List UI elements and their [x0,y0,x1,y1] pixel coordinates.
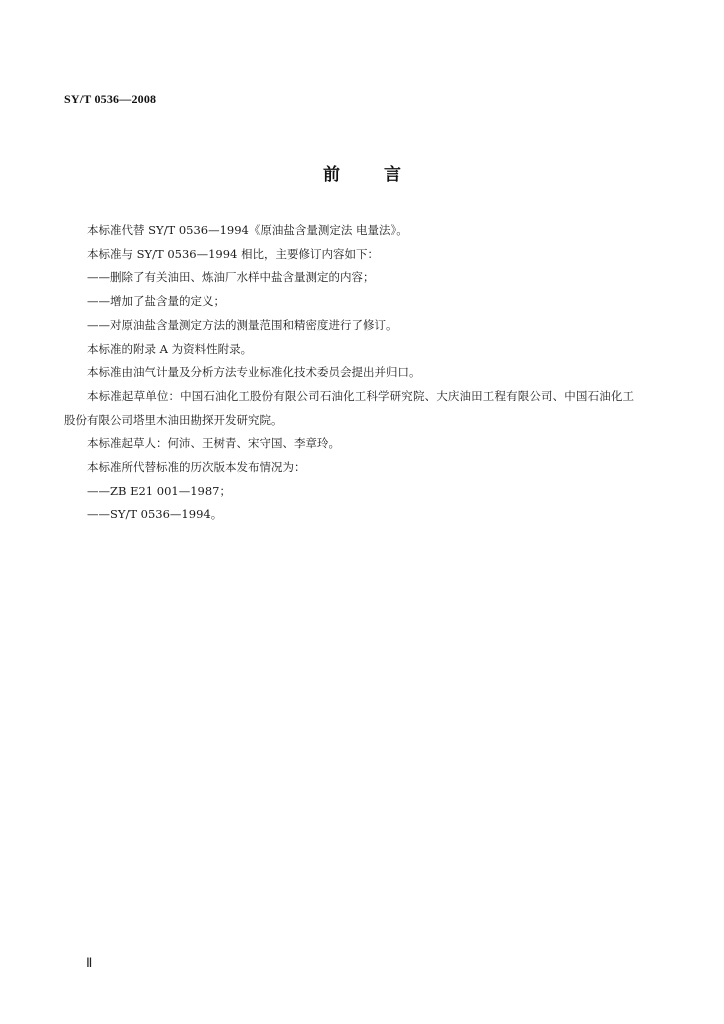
preface-body [64,219,634,527]
list-item-revised: ——对原油盐含量测定方法的测量范围和精密度进行了修订。 [87,317,398,332]
list-item-deleted: ——删除了有关油田、炼油厂水样中盐含量测定的内容； [87,270,375,285]
title-char-2: 言 [384,165,401,185]
paragraph-drafting-units: 本标准起草单位：中国石油化工股份有限公司石油化工科学研究院、大庆油田工程有限公司、中国石油化工股份有限公司塔里木油田勘探开发研究院。 [64,388,634,427]
standard-code: SY/T 0536—2008 [64,92,157,106]
paragraph-replaces: 本标准代替 SY/T 0536—1994《原油盐含量测定法 电量法》。 [87,223,408,237]
paragraph-history-intro: 本标准所代替标准的历次版本发布情况为： [87,460,306,475]
paragraph-annex: 本标准的附录 A 为资料性附录。 [87,341,253,356]
page-title [0,160,724,185]
list-item-history-1: ——ZB E21 001—1987； [87,483,231,498]
list-item-added: ——增加了盐含量的定义； [87,294,225,309]
paragraph-drafters: 本标准起草人：何沛、王树青、宋守国、李章玲。 [87,436,340,451]
list-item-history-2: ——SY/T 0536—1994。 [87,507,223,522]
paragraph-changes-intro: 本标准与 SY/T 0536—1994 相比，主要修订内容如下： [87,246,380,261]
page-number: Ⅱ [86,955,93,970]
title-char-1: 前 [323,165,340,185]
paragraph-proposer: 本标准由油气计量及分析方法专业标准化技术委员会提出并归口。 [87,365,421,380]
